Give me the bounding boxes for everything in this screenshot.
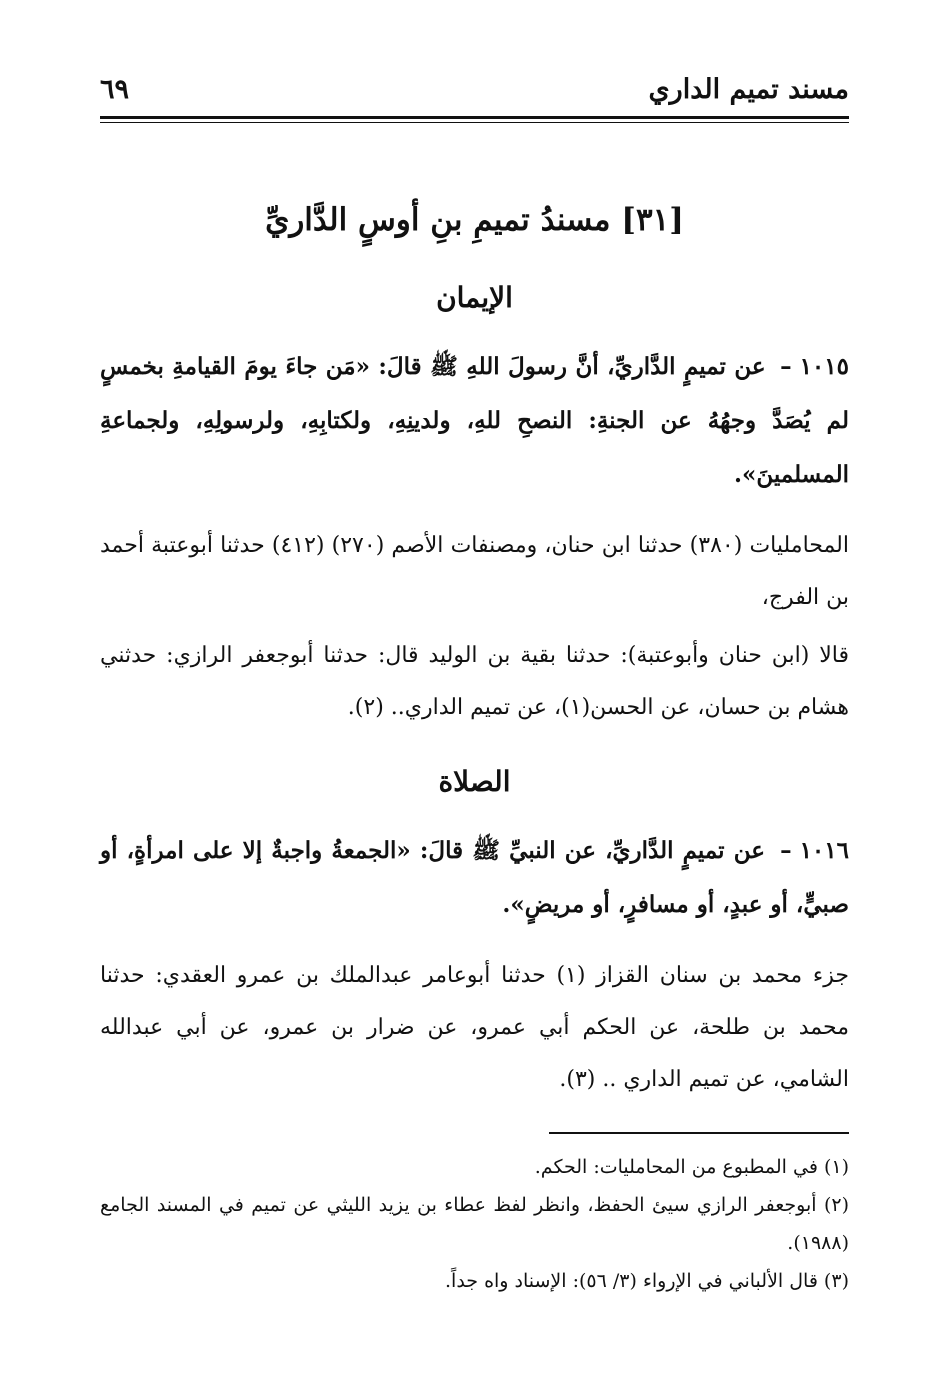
header-rule-thin xyxy=(100,122,849,123)
source-paragraph: قالا (ابن حنان وأبوعتبة): حدثنا بقية بن الوليد قال: حدثنا أبوجعفر الرازي: حدثني هشام بن حسان، عن الحسن(١)، عن تميم الداري.. (٢). xyxy=(100,643,849,720)
section-title-salah: الصلاة xyxy=(438,765,511,798)
section-title-iman: الإيمان xyxy=(436,281,513,314)
hadith-text: عن تميمٍ الدَّاريِّ، أنَّ رسولَ اللهِ ﷺ قالَ: «مَن جاءَ يومَ القيامةِ بخمسٍ لم يُصَدَّ وجهُهُ عن الجنةِ: النصحِ للهِ، ولدينِهِ، ولكتابِهِ، ولرسولِهِ، ولجماعةِ المسلمينَ». xyxy=(100,353,849,488)
footnote-separator xyxy=(549,1132,849,1134)
hadith-number: ١٠١٦ – xyxy=(780,837,849,864)
footnote-1: (١) في المطبوع من المحامليات: الحكم. xyxy=(534,1156,849,1178)
chapter-title: [٣١] مسندُ تميمِ بنِ أوسٍ الدَّاريِّ xyxy=(265,202,684,238)
source-paragraph: جزء محمد بن سنان القزاز (١) حدثنا أبوعامر عبدالملك بن عمرو العقدي: حدثنا محمد بن طلحة، عن الحكم أبي عمرو، عن ضرار بن عمرو، عن أبي عبدالله الشامي، عن تميم الداري .. (٣). xyxy=(100,963,849,1092)
footnote-2: (٢) أبوجعفر الرازي سيئ الحفظ، وانظر لفظ عطاء بن يزيد الليثي عن تميم في المسند الجامع (١٩٨٨). xyxy=(100,1194,849,1254)
source-paragraph: المحامليات (٣٨٠) حدثنا ابن حنان، ومصنفات الأصم (٢٧٠) (٤١٢) حدثنا أبوعتبة أحمد بن الفرج، xyxy=(100,533,850,610)
footnote-3: (٣) قال الألباني في الإرواء (٣/ ٥٦): الإسناد واه جداً. xyxy=(445,1270,849,1292)
header-title: مسند تميم الداري xyxy=(648,74,849,105)
hadith-text: عن تميمٍ الدَّاريِّ، عن النبيِّ ﷺ قالَ: «الجمعةُ واجبةٌ إلا على امرأةٍ، أو صبيٍّ، أو عبدٍ، أو مسافرٍ، أو مريضٍ». xyxy=(100,837,849,918)
running-header xyxy=(100,70,849,118)
hadith-1016 xyxy=(100,824,849,932)
hadith-1015 xyxy=(100,340,849,502)
page-body xyxy=(100,190,849,1300)
hadith-number: ١٠١٥ – xyxy=(780,353,849,380)
header-rule-thick xyxy=(100,116,849,119)
page-number: ٦٩ xyxy=(100,74,130,105)
